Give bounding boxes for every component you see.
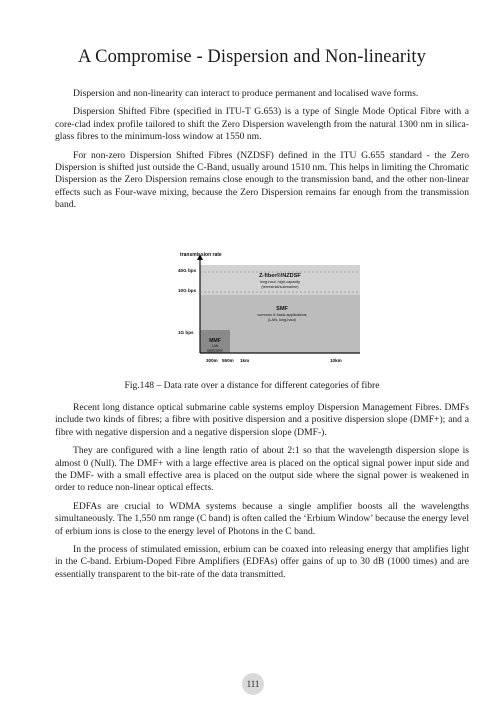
text-block-top — [55, 88, 469, 218]
paragraph: They are configured with a line length ratio of about 2:1 so that the wavelength dispersion slope is almost 0 (Null). The DMF+ with a large effective area is placed on the optical signal power input side and the DMF- with a small effective area is placed on the output side where the signal power is weakened in order to reduce non-linear optical effects. — [55, 445, 469, 494]
figure-caption: Fig.148 – Data rate over a distance for different categories of fibre — [124, 380, 380, 391]
fibre-data-rate-figure — [170, 250, 368, 372]
paragraph: Recent long distance optical submarine cable systems employ Dispersion Management Fibres. DMFs include two kinds of fibres; a fibre with positive dispersion and a positive dispersion slope (DMF+); and a fibre with negative dispersion and a negative dispersion slope (DMF-). — [55, 402, 469, 438]
band-label-nzdsf: Z-fiber®/NZDSF — [259, 273, 301, 279]
paragraph: Dispersion Shifted Fibre (specified in ITU-T G.653) is a type of Single Mode Optical Fibre with a core-clad index profile tailored to shift the Zero Dispersion wavelength from the natural 1300 nm in silica-glass fibres to the minimum-loss window at 1550 nm. — [55, 106, 469, 143]
paragraph: EDFAs are crucial to WDMA systems because a single amplifier boosts all the wavelengths simultaneously. The 1,550 nm range (C band) is often called the ‘Erbium Window’ because the energy level of erbium ions is close to the energy level of Photons in the C band. — [55, 500, 469, 537]
x-tick-10km: 10km — [330, 358, 342, 363]
paragraph: For non-zero Dispersion Shifted Fibres (NZDSF) defined in the ITU G.655 standard - the Zero Dispersion is shifted just outside the C-Band, usually around 1510 nm. This helps in limiting the Chromatic Dispersion as the Zero Dispersion remains close enough to the transmission band, and the other non-linear effects such as Four-wave mixing, because the Zero Dispersion remains far enough from the transmission band. — [55, 149, 469, 211]
band-sub1-mmf: LAN — [211, 344, 219, 348]
band-sub1-nzdsf: long-haul, high-capacity — [259, 280, 301, 284]
x-tick-300m: 300m — [206, 358, 218, 363]
x-tick-550m: 550m — [222, 358, 234, 363]
page-title: A Compromise - Dispersion and Non-linearity — [77, 47, 427, 67]
paragraph: In the process of stimulated emission, erbium can be coaxed into releasing energy that amplifies light in the C-band. Erbium-Doped Fibre Amplifiers (EDFAs) offer gains of up to 30 dB (1000 times) and are essentially transparent to the bit-rate of the data transmitted. — [55, 544, 469, 580]
paragraph: Dispersion and non-linearity can interact to produce permanent and localised wave forms. — [73, 88, 419, 99]
band-sub2-mmf: application — [206, 348, 224, 353]
figure-graphic — [170, 250, 368, 372]
page-number: 111 — [242, 673, 264, 695]
band-label-smf: SMF — [276, 306, 288, 312]
band-sub1-smf: common & basic applications — [257, 313, 307, 317]
band-label-mmf: MMF — [209, 338, 221, 344]
y-tick-40g: 40G bps — [178, 268, 197, 273]
y-tick-1g: 1G bps — [178, 330, 194, 335]
y-axis-title — [180, 252, 222, 258]
band-sub2-smf: (LAN, long-haul) — [268, 318, 296, 322]
y-axis-title-text: transmission rate — [180, 252, 222, 258]
y-tick-10g: 10G bps — [178, 288, 197, 293]
x-tick-1km: 1km — [240, 358, 250, 363]
band-sub2-nzdsf: (terrestrial/submarine) — [261, 285, 299, 289]
text-block-bottom — [55, 402, 469, 587]
